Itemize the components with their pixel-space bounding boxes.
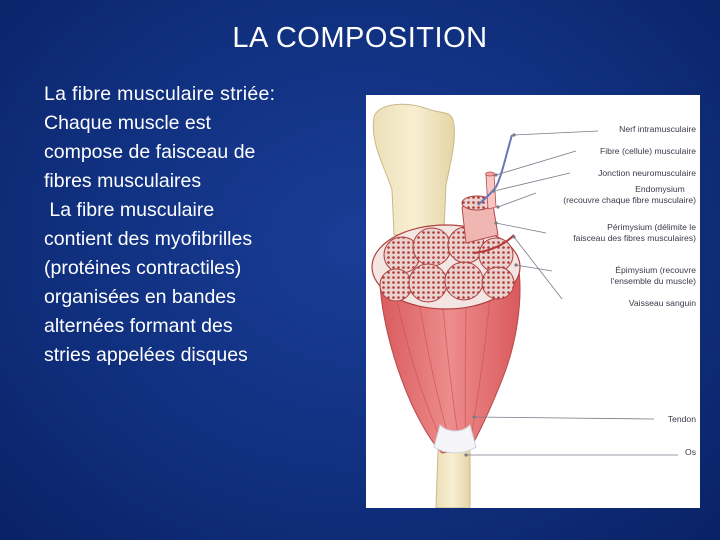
label-endomysium: Endomysium [635,184,685,194]
text-line: La fibre musculaire [44,199,215,221]
label-fibre: Fibre (cellule) musculaire [600,146,696,156]
label-os: Os [685,447,696,457]
text-line: fibres musculaires [44,170,202,192]
slide-title: LA COMPOSITION [232,22,488,54]
text-line: (protéines contractiles) [44,257,242,279]
text-line: compose de faisceau de [44,141,256,163]
label-perimysium-note: faisceau des fibres musculaires) [573,233,696,243]
label-tendon: Tendon [667,414,696,424]
bone-head-shape [373,104,454,235]
text-line: Chaque muscle est [44,112,211,134]
muscle-anatomy-figure [366,95,700,508]
muscle-diagram [366,95,700,508]
fascicle-detail [462,172,498,243]
label-vaisseau: Vaisseau sanguin [628,298,696,308]
text-line: contient des myofibrilles [44,228,253,250]
label-nerf: Nerf intramusculaire [619,124,696,134]
text-line: alternées formant des [44,315,233,337]
heading-line [44,80,364,109]
text-line: organisées en bandes [44,286,236,308]
slide-body-text [44,80,364,370]
label-jonction: Jonction neuromusculaire [598,168,696,178]
label-perimysium: Périmysium (délimite le [607,222,696,232]
label-epimysium: Épimysium (recouvre [615,265,696,275]
muscle-cross-section [372,225,520,309]
label-endomysium-note: (recouvre chaque fibre musculaire) [563,195,696,205]
label-epimysium-note: l'ensemble du muscle) [610,276,696,286]
heading-colon: : [269,83,276,105]
heading-bold: La fibre musculaire striée [44,83,270,105]
text-line: stries appelées disques [44,344,248,366]
